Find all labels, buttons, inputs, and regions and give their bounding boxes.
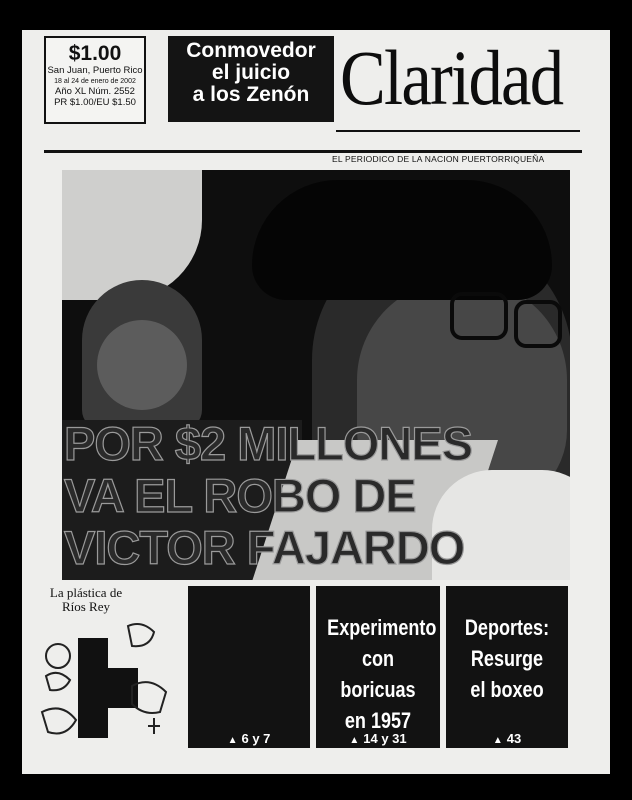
top-headline-line: a los Zenón — [192, 83, 310, 106]
photo-background-face — [97, 320, 187, 410]
issue-number: Año XL Núm. 2552 — [55, 86, 135, 97]
triangle-icon: ▲ — [492, 735, 503, 746]
main-headline-line: VICTOR FAJARDO — [64, 521, 465, 574]
cover-price: $1.00 — [68, 42, 122, 65]
top-headline-line: Conmovedor — [186, 39, 316, 62]
art-feature — [36, 586, 184, 746]
edition-dates: 18 al 24 de enero de 2002 — [54, 77, 136, 85]
story-tile[interactable] — [188, 586, 310, 748]
masthead — [332, 34, 580, 164]
story-tile-line: Resurge — [470, 646, 544, 671]
artwork-illustration-icon — [36, 616, 184, 746]
glasses-icon — [450, 292, 508, 340]
art-feature-title: La plástica de Ríos Rey — [49, 585, 123, 614]
top-headline-line: el juicio — [211, 61, 291, 84]
story-tile[interactable] — [316, 586, 440, 748]
glasses-icon — [514, 300, 562, 348]
edition-city: San Juan, Puerto Rico — [47, 65, 143, 76]
photo-subject-hair — [252, 180, 552, 300]
page-reference-number: 43 — [506, 731, 522, 746]
regional-prices: PR $1.00/EU $1.50 — [54, 96, 136, 108]
triangle-icon: ▲ — [349, 735, 360, 746]
masthead-rule — [336, 130, 580, 146]
page-reference — [446, 731, 568, 746]
story-tile-line: en 1957 — [344, 708, 412, 733]
story-tile[interactable] — [446, 586, 568, 748]
price-box — [44, 36, 146, 124]
top-headline — [168, 36, 334, 122]
story-tile-text — [327, 612, 437, 736]
masthead-subtitle: EL PERIODICO DE LA NACION PUERTORRIQUEÑA — [332, 154, 545, 164]
masthead-title: Claridad — [340, 34, 563, 121]
page-reference — [188, 731, 310, 746]
main-headline — [64, 418, 484, 574]
story-tile-line: con boricuas — [340, 646, 416, 702]
main-headline-line: VA EL ROBO DE — [64, 469, 416, 522]
story-tile-line: el boxeo — [470, 677, 544, 702]
story-tile-line: Experimento — [327, 615, 437, 640]
story-tile-line: Deportes: — [464, 615, 550, 640]
page-reference — [316, 731, 440, 746]
story-tile-text — [457, 612, 557, 705]
triangle-icon: ▲ — [227, 735, 238, 746]
page-reference-number: 14 y 31 — [363, 731, 407, 746]
page-reference-number: 6 y 7 — [241, 731, 271, 746]
main-headline-line: POR $2 MILLONES — [64, 417, 473, 470]
header-rule — [44, 150, 582, 153]
